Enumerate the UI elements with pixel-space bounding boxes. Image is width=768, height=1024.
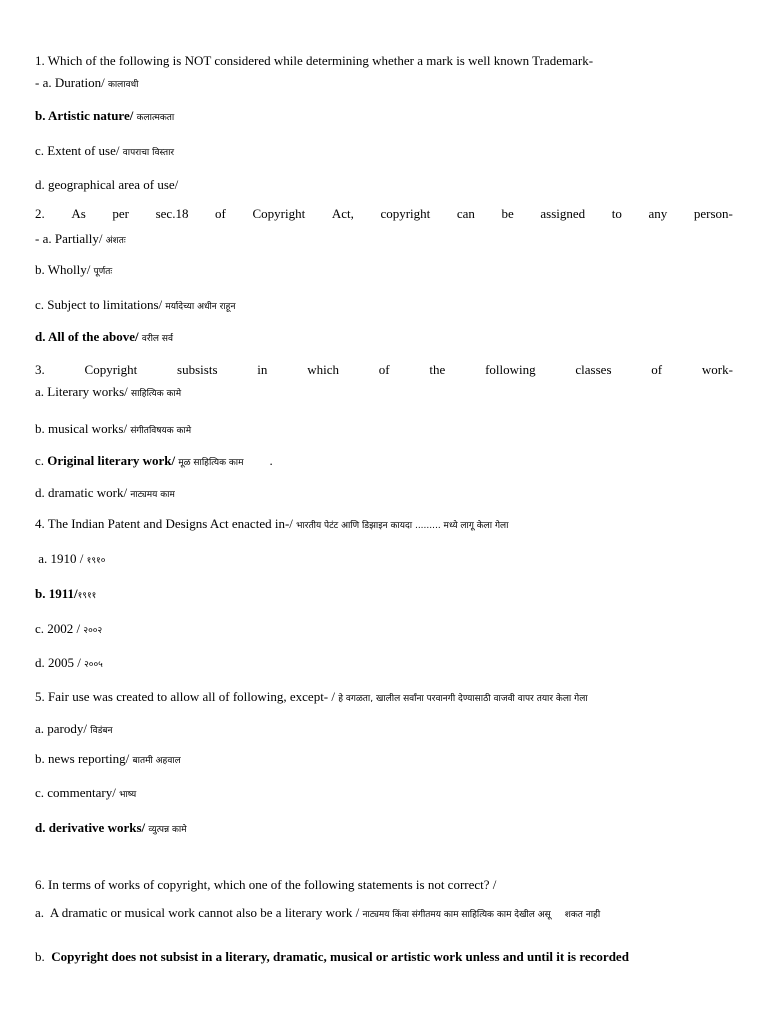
q2-option-d: d. All of the above/ वरील सर्व [35,329,173,344]
q5-option-b: b. news reporting/ बातमी अहवाल [35,751,181,766]
q6-option-b: b. Copyright does not subsist in a literary, dramatic, musical or artistic work unless and until it is recorded [35,949,629,964]
q2-option-b: b. Wholly/ पूर्णतः [35,262,113,277]
q1-option-b: b. Artistic nature/ कलात्मकता [35,108,175,123]
q3-option-b: b. musical works/ संगीतविषयक कामे [35,421,192,436]
q4-option-d: d. 2005 / २००५ [35,655,103,670]
question-5: 5. Fair use was created to allow all of following, except- / हे वगळता, खालील सर्वांना परवानगी देण्यासाठी वाजवी वापर तयार केला गेला [35,689,588,704]
q4-option-a: a. 1910 / १९१० [35,551,106,566]
q4-option-b: b. 1911/१९११ [35,586,97,601]
q5-option-d: d. derivative works/ व्युत्पन्न कामे [35,820,187,835]
q3-option-d: d. dramatic work/ नाट्यमय काम [35,485,175,500]
q3-option-c: c. Original literary work/ मूळ साहित्यिक काम . [35,453,273,468]
question-2: 2. As per sec.18 of Copyright Act, copyright can be assigned to any person- [35,206,733,221]
q1-option-c: c. Extent of use/ वापराचा विस्तार [35,143,175,158]
question-1: 1. Which of the following is NOT considered while determining whether a mark is well known Trademark- [35,53,594,68]
q3-option-a: a. Literary works/ साहित्यिक कामे [35,384,182,399]
q4-option-c: c. 2002 / २००२ [35,621,103,636]
question-6: 6. In terms of works of copyright, which one of the following statements is not correct? / [35,877,497,892]
q5-option-c: c. commentary/ भाष्य [35,785,137,800]
q1-option-d: d. geographical area of use/ [35,177,179,192]
q5-option-a: a. parody/ विडंबन [35,721,113,736]
q1-option-a: - a. Duration/ कालावधी [35,75,139,90]
q2-option-a: - a. Partially/ अंशतः [35,231,126,246]
q2-option-c: c. Subject to limitations/ मर्यादेच्या अधीन राहून [35,297,236,312]
q6-option-a: a. A dramatic or musical work cannot also be a literary work / नाट्यमय किंवा संगीतमय काम साहित्यिक काम देखील असू शकत नाही [35,905,601,920]
question-3: 3. Copyright subsists in which of the following classes of work- [35,362,733,377]
question-4: 4. The Indian Patent and Designs Act enacted in-/ भारतीय पेटंट आणि डिझाइन कायदा ......... मध्ये लागू केला गेला [35,516,509,531]
